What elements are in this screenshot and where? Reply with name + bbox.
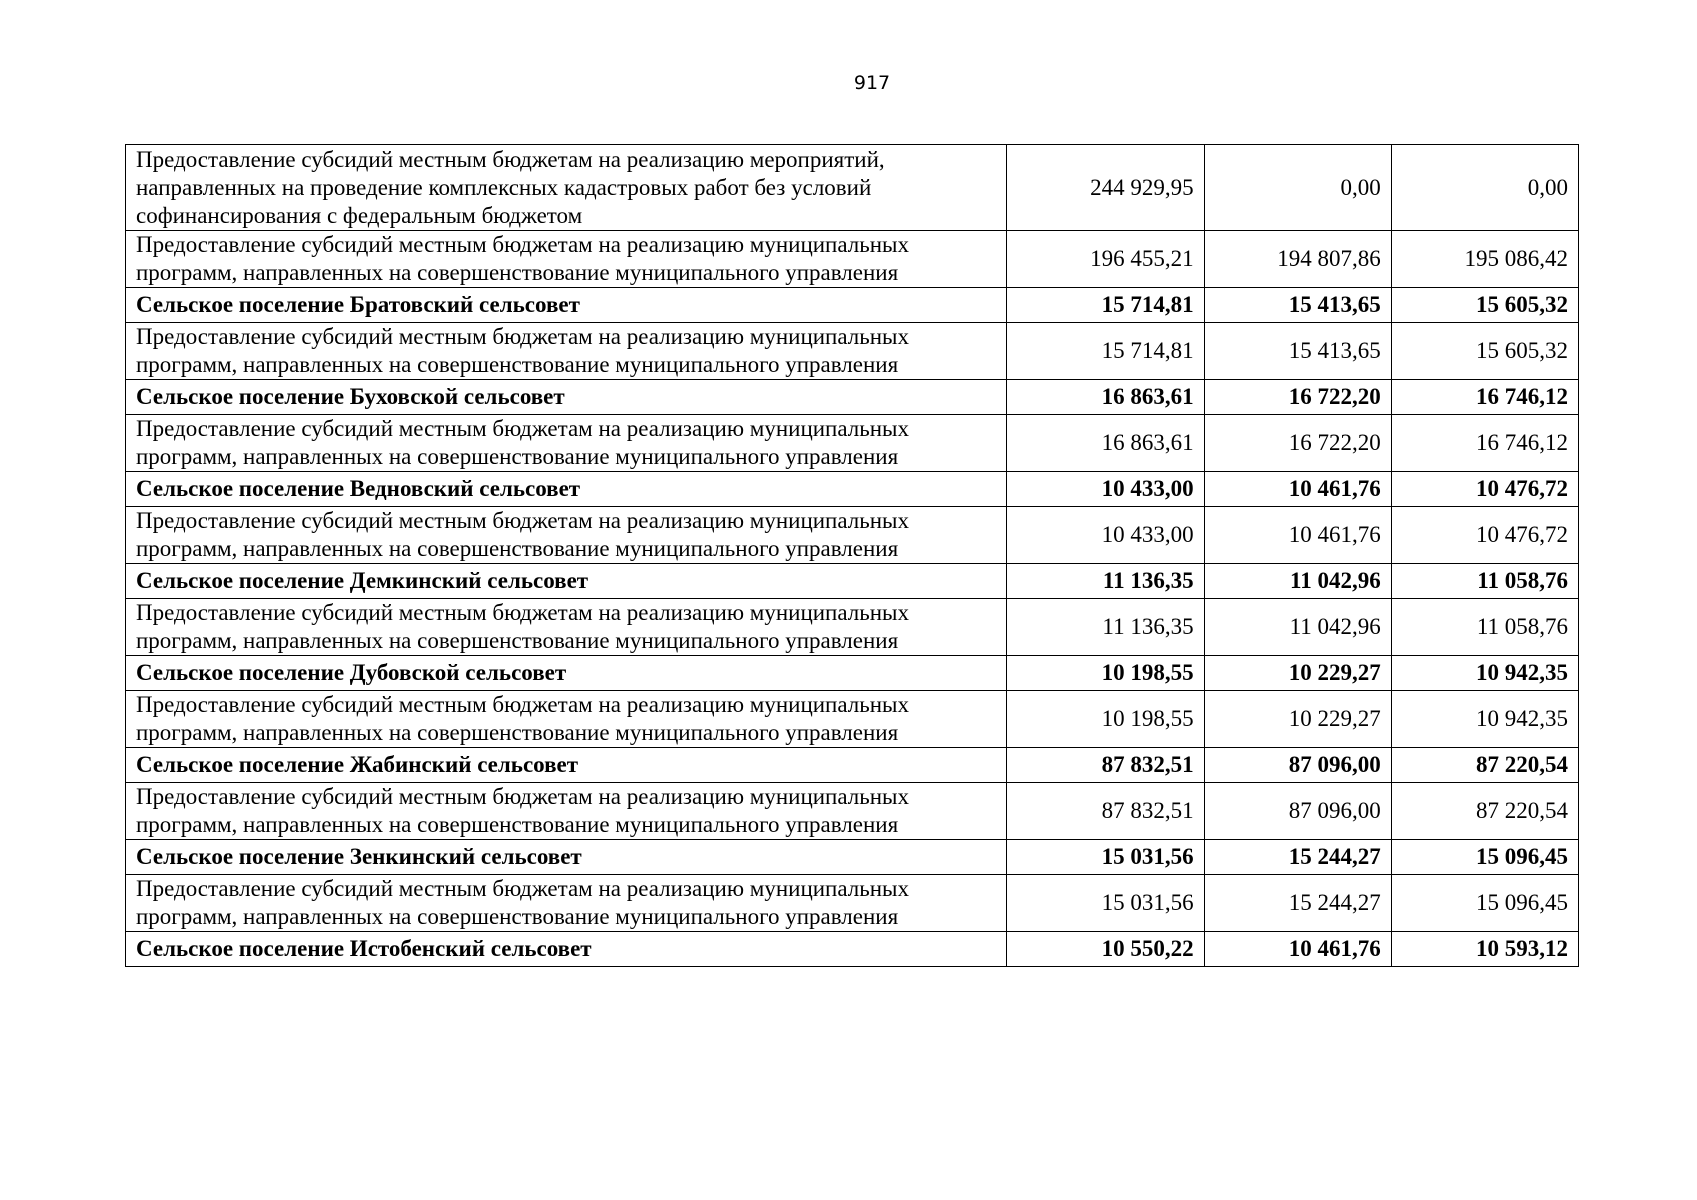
row-value-1: 15 714,81 [1006, 323, 1204, 380]
row-value-1: 244 929,95 [1006, 145, 1204, 231]
row-value-1: 10 433,00 [1006, 507, 1204, 564]
table-row [126, 231, 1579, 288]
row-value-3: 16 746,12 [1391, 380, 1578, 415]
table-row [126, 783, 1579, 840]
row-value-3: 10 476,72 [1391, 472, 1578, 507]
row-value-3: 87 220,54 [1391, 783, 1578, 840]
row-value-2: 15 413,65 [1204, 323, 1391, 380]
row-value-3: 10 593,12 [1391, 932, 1578, 967]
row-value-1: 196 455,21 [1006, 231, 1204, 288]
row-name: Предоставление субсидий местным бюджетам на реализацию муниципальных программ, направленных на совершенствование муниципального управления [126, 415, 1007, 472]
section-name: Сельское поселение Ведновский сельсовет [126, 472, 1007, 507]
row-value-2: 0,00 [1204, 145, 1391, 231]
page-number: 917 [853, 72, 891, 94]
section-row [126, 380, 1579, 415]
section-name: Сельское поселение Демкинский сельсовет [126, 564, 1007, 599]
row-value-2: 15 413,65 [1204, 288, 1391, 323]
section-name: Сельское поселение Дубовской сельсовет [126, 656, 1007, 691]
row-value-2: 11 042,96 [1204, 564, 1391, 599]
section-row [126, 472, 1579, 507]
row-value-2: 10 461,76 [1204, 932, 1391, 967]
row-value-3: 0,00 [1391, 145, 1578, 231]
row-value-1: 11 136,35 [1006, 599, 1204, 656]
row-value-2: 15 244,27 [1204, 840, 1391, 875]
table-row [126, 599, 1579, 656]
row-value-3: 15 096,45 [1391, 840, 1578, 875]
section-row [126, 840, 1579, 875]
row-value-1: 15 031,56 [1006, 875, 1204, 932]
row-value-1: 10 198,55 [1006, 691, 1204, 748]
row-name: Предоставление субсидий местным бюджетам на реализацию муниципальных программ, направленных на совершенствование муниципального управления [126, 691, 1007, 748]
row-name: Предоставление субсидий местным бюджетам на реализацию муниципальных программ, направленных на совершенствование муниципального управления [126, 323, 1007, 380]
row-value-2: 10 229,27 [1204, 691, 1391, 748]
row-name: Предоставление субсидий местным бюджетам на реализацию муниципальных программ, направленных на совершенствование муниципального управления [126, 507, 1007, 564]
row-value-2: 87 096,00 [1204, 748, 1391, 783]
row-value-3: 15 605,32 [1391, 288, 1578, 323]
table-row [126, 145, 1579, 231]
row-name: Предоставление субсидий местным бюджетам на реализацию муниципальных программ, направленных на совершенствование муниципального управления [126, 231, 1007, 288]
section-name: Сельское поселение Истобенский сельсовет [126, 932, 1007, 967]
budget-table-body [126, 145, 1579, 967]
row-value-1: 87 832,51 [1006, 783, 1204, 840]
row-value-1: 10 550,22 [1006, 932, 1204, 967]
row-value-2: 15 244,27 [1204, 875, 1391, 932]
row-value-3: 10 476,72 [1391, 507, 1578, 564]
row-value-2: 87 096,00 [1204, 783, 1391, 840]
row-value-2: 10 229,27 [1204, 656, 1391, 691]
row-value-3: 10 942,35 [1391, 691, 1578, 748]
row-value-3: 16 746,12 [1391, 415, 1578, 472]
table-row [126, 507, 1579, 564]
row-value-3: 195 086,42 [1391, 231, 1578, 288]
row-value-1: 87 832,51 [1006, 748, 1204, 783]
row-value-1: 11 136,35 [1006, 564, 1204, 599]
row-name: Предоставление субсидий местным бюджетам на реализацию муниципальных программ, направленных на совершенствование муниципального управления [126, 875, 1007, 932]
row-value-1: 16 863,61 [1006, 415, 1204, 472]
section-row [126, 656, 1579, 691]
row-value-2: 194 807,86 [1204, 231, 1391, 288]
row-value-3: 15 096,45 [1391, 875, 1578, 932]
section-row [126, 748, 1579, 783]
table-row [126, 875, 1579, 932]
section-row [126, 564, 1579, 599]
row-value-2: 10 461,76 [1204, 472, 1391, 507]
row-value-1: 10 433,00 [1006, 472, 1204, 507]
row-value-3: 11 058,76 [1391, 599, 1578, 656]
section-name: Сельское поселение Зенкинский сельсовет [126, 840, 1007, 875]
section-name: Сельское поселение Буховской сельсовет [126, 380, 1007, 415]
row-name: Предоставление субсидий местным бюджетам на реализацию муниципальных программ, направленных на совершенствование муниципального управления [126, 783, 1007, 840]
row-value-1: 15 714,81 [1006, 288, 1204, 323]
row-value-2: 16 722,20 [1204, 380, 1391, 415]
row-value-1: 16 863,61 [1006, 380, 1204, 415]
row-value-2: 11 042,96 [1204, 599, 1391, 656]
row-value-1: 10 198,55 [1006, 656, 1204, 691]
row-name: Предоставление субсидий местным бюджетам на реализацию муниципальных программ, направленных на совершенствование муниципального управления [126, 599, 1007, 656]
budget-table [125, 144, 1579, 967]
table-row [126, 415, 1579, 472]
section-name: Сельское поселение Братовский сельсовет [126, 288, 1007, 323]
section-row [126, 288, 1579, 323]
row-value-1: 15 031,56 [1006, 840, 1204, 875]
row-value-2: 10 461,76 [1204, 507, 1391, 564]
table-row [126, 323, 1579, 380]
section-name: Сельское поселение Жабинский сельсовет [126, 748, 1007, 783]
row-value-3: 15 605,32 [1391, 323, 1578, 380]
row-value-3: 11 058,76 [1391, 564, 1578, 599]
row-value-3: 10 942,35 [1391, 656, 1578, 691]
row-value-2: 16 722,20 [1204, 415, 1391, 472]
row-value-3: 87 220,54 [1391, 748, 1578, 783]
section-row [126, 932, 1579, 967]
table-row [126, 691, 1579, 748]
row-name: Предоставление субсидий местным бюджетам на реализацию мероприятий, направленных на проведение комплексных кадастровых работ без условий софинансирования с федеральным бюджетом [126, 145, 1007, 231]
